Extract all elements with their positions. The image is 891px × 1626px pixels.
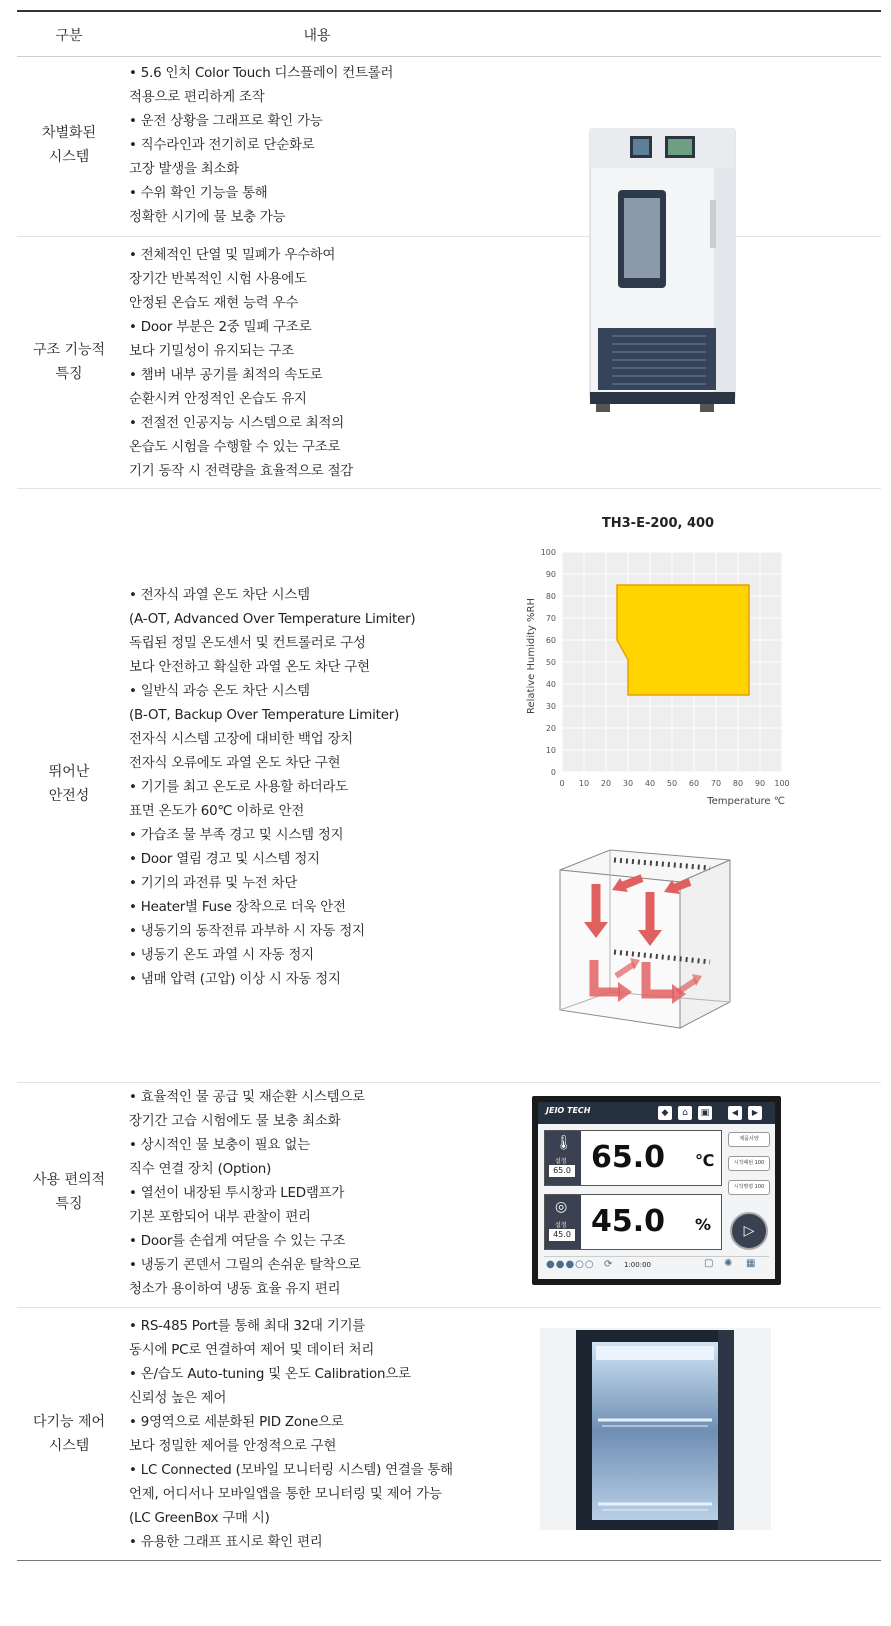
side-button-1[interactable]: 제품사양: [728, 1132, 770, 1147]
category-label: 차별화된 시스템: [41, 125, 97, 165]
thermometer-icon: 🌡: [555, 1135, 573, 1151]
prev-icon[interactable]: ◀: [728, 1106, 742, 1120]
category-label: 구조 기능적 특징: [32, 342, 106, 382]
y-tick-label: 70: [545, 614, 556, 623]
temperature-panel: [544, 1130, 722, 1186]
temp-current-value: 65.0: [591, 1140, 666, 1175]
play-button[interactable]: ▷: [730, 1212, 768, 1250]
humidity-icon: ◎: [555, 1199, 568, 1215]
x-tick-label: 70: [710, 779, 722, 788]
hum-set-value: 45.0: [549, 1229, 575, 1241]
controller-topbar: [538, 1102, 775, 1124]
header-category: 구분: [55, 28, 83, 44]
controller-screen: [532, 1096, 781, 1285]
y-axis-label: Relative Humidity %RH: [526, 598, 537, 714]
controller-bottombar: [544, 1256, 769, 1275]
temp-set-value: 65.0: [549, 1165, 575, 1177]
table-row: [17, 236, 881, 489]
temp-humidity-range-chart: [522, 512, 797, 812]
water-level-icon: ●●●○○: [546, 1259, 595, 1270]
x-tick-label: 50: [666, 779, 678, 788]
y-tick-label: 20: [545, 724, 556, 733]
home-icon[interactable]: ⌂: [678, 1106, 692, 1120]
y-tick-label: 50: [545, 658, 556, 667]
table-header: [17, 10, 881, 57]
chamber-product-image: [582, 128, 747, 426]
chart-title: TH3-E-200, 400: [601, 516, 715, 531]
category-label: 다기능 제어 시스템: [32, 1414, 106, 1454]
y-tick-label: 60: [545, 636, 556, 645]
x-tick-label: 90: [754, 779, 766, 788]
content-lines: • RS-485 Port를 통해 최대 32대 기기를 동시에 PC로 연결하여 제어 및 데이터 처리 • 온/습도 Auto-tuning 및 온도 Calibration으로 신뢰성 높은 제어 • 9영역으로 세분화된 PID Zone으로 보다 정밀한 제어를 안정적으로 구현 • LC Connected (모바일 모니터링 시스템) 연결을 통해 언제, 어디서나 모바일앱을 통한 모니터링 및 제어 가능 (LC GreenBox 구매 시) • 유용한 그래프 표시로 확인 편리: [129, 1319, 453, 1550]
content-lines: • 효율적인 물 공급 및 재순환 시스템으로 장기간 고습 시험에도 물 보충 최소화 • 상시적인 물 보충이 필요 없는 직수 연결 장치 (Option) • 열선이 내장된 투시창과 LED램프가 기본 포함되어 내부 관찰이 편리 • Door를 손쉽게 여닫을 수 있는 구조 • 냉동기 콘덴서 그릴의 손쉬운 탈착으로 청소가 용이하여 냉동 효율 유지 편리: [129, 1090, 365, 1297]
chamber-interior-image: [540, 1328, 771, 1530]
side-button-2[interactable]: 시작패턴 100: [728, 1156, 770, 1171]
content-lines: • 5.6 인치 Color Touch 디스플레이 컨트롤러 적용으로 편리하게 조작 • 운전 상황을 그래프로 확인 가능 • 직수라인과 전기히로 단순화로 고장 발생을 최소화 • 수위 확인 기능을 통해 정확한 시기에 물 보충 가능: [129, 66, 394, 225]
door-icon[interactable]: ▢: [704, 1258, 714, 1269]
hum-set-box[interactable]: ◎ 설정 45.0: [545, 1195, 581, 1249]
humidity-panel: [544, 1194, 722, 1250]
x-tick-label: 80: [732, 779, 744, 788]
y-tick-label: 100: [540, 548, 556, 557]
hum-unit: %: [695, 1215, 712, 1234]
x-tick-label: 0: [559, 779, 565, 788]
x-axis-label: Temperature ℃: [707, 796, 785, 807]
alarm-icon[interactable]: ◆: [658, 1106, 672, 1120]
header-content: 내용: [303, 28, 331, 44]
x-tick-label: 100: [774, 779, 790, 788]
y-tick-label: 10: [545, 746, 556, 755]
x-tick-label: 10: [578, 779, 590, 788]
timer-icon: ⟳: [604, 1259, 613, 1270]
y-tick-label: 80: [545, 592, 556, 601]
y-tick-label: 40: [545, 680, 556, 689]
graph-icon[interactable]: ▦: [746, 1258, 756, 1269]
y-tick-label: 90: [545, 570, 556, 579]
temp-set-box[interactable]: 🌡 설정 65.0: [545, 1131, 581, 1185]
message-icon[interactable]: ▣: [698, 1106, 712, 1120]
content-lines: • 전자식 과열 온도 차단 시스템 (A-OT, Advanced Over Temperature Limiter) 독립된 정밀 온도센서 및 컨트롤러로 구성 보다 안전하고 확실한 과열 온도 차단 구현 • 일반식 과승 온도 차단 시스템 (B-OT, Backup Over Temperature Limiter) 전자식 시스템 고장에 대비한 백업 장치 전자식 오류에도 과열 온도 차단 구현 • 기기를 최고 온도로 사용할 하더라도 표면 온도가 60℃ 이하로 안전 • 가습조 물 부족 경고 및 시스템 정지 • Door 열림 경고 및 시스템 정지 • 기기의 과전류 및 누전 차단 • Heater별 Fuse 장착으로 더욱 안전 • 냉동기의 동작전류 과부하 시 자동 정지 • 냉동기 온도 과열 시 자동 정지 • 냄매 압력 (고압) 이상 시 자동 정지: [129, 588, 416, 987]
next-icon[interactable]: ▶: [748, 1106, 762, 1120]
side-button-3[interactable]: 시작명령 100: [728, 1180, 770, 1195]
temp-unit: ℃: [695, 1151, 715, 1170]
y-tick-label: 30: [545, 702, 556, 711]
table-row: [17, 54, 881, 237]
operating-range-area: [617, 585, 749, 695]
y-tick-label: 0: [550, 768, 556, 777]
x-tick-label: 60: [688, 779, 700, 788]
brand-logo: JEIO TECH: [546, 1106, 591, 1115]
category-label: 사용 편의적 특징: [32, 1172, 106, 1212]
hum-current-value: 45.0: [591, 1204, 666, 1239]
air-circulation-diagram: [550, 842, 740, 1030]
content-lines: • 전체적인 단열 및 밀폐가 우수하여 장기간 반복적인 시험 사용에도 안정된 온습도 재현 능력 우수 • Door 부분은 2중 밀폐 구조로 보다 기밀성이 유지되는 구조 • 챔버 내부 공기를 최적의 속도로 순환시켜 안정적인 온습도 유지 • 전절전 인공지능 시스템으로 최적의 온습도 시험을 수행할 수 있는 구조로 기기 동작 시 전력량을 효율적으로 절감: [129, 248, 354, 479]
timer-value: 1:00:00: [624, 1261, 651, 1269]
category-label: 뛰어난 안전성: [48, 764, 90, 804]
x-tick-label: 30: [622, 779, 634, 788]
x-tick-label: 20: [600, 779, 612, 788]
light-icon[interactable]: ✺: [724, 1258, 733, 1269]
x-tick-label: 40: [644, 779, 656, 788]
